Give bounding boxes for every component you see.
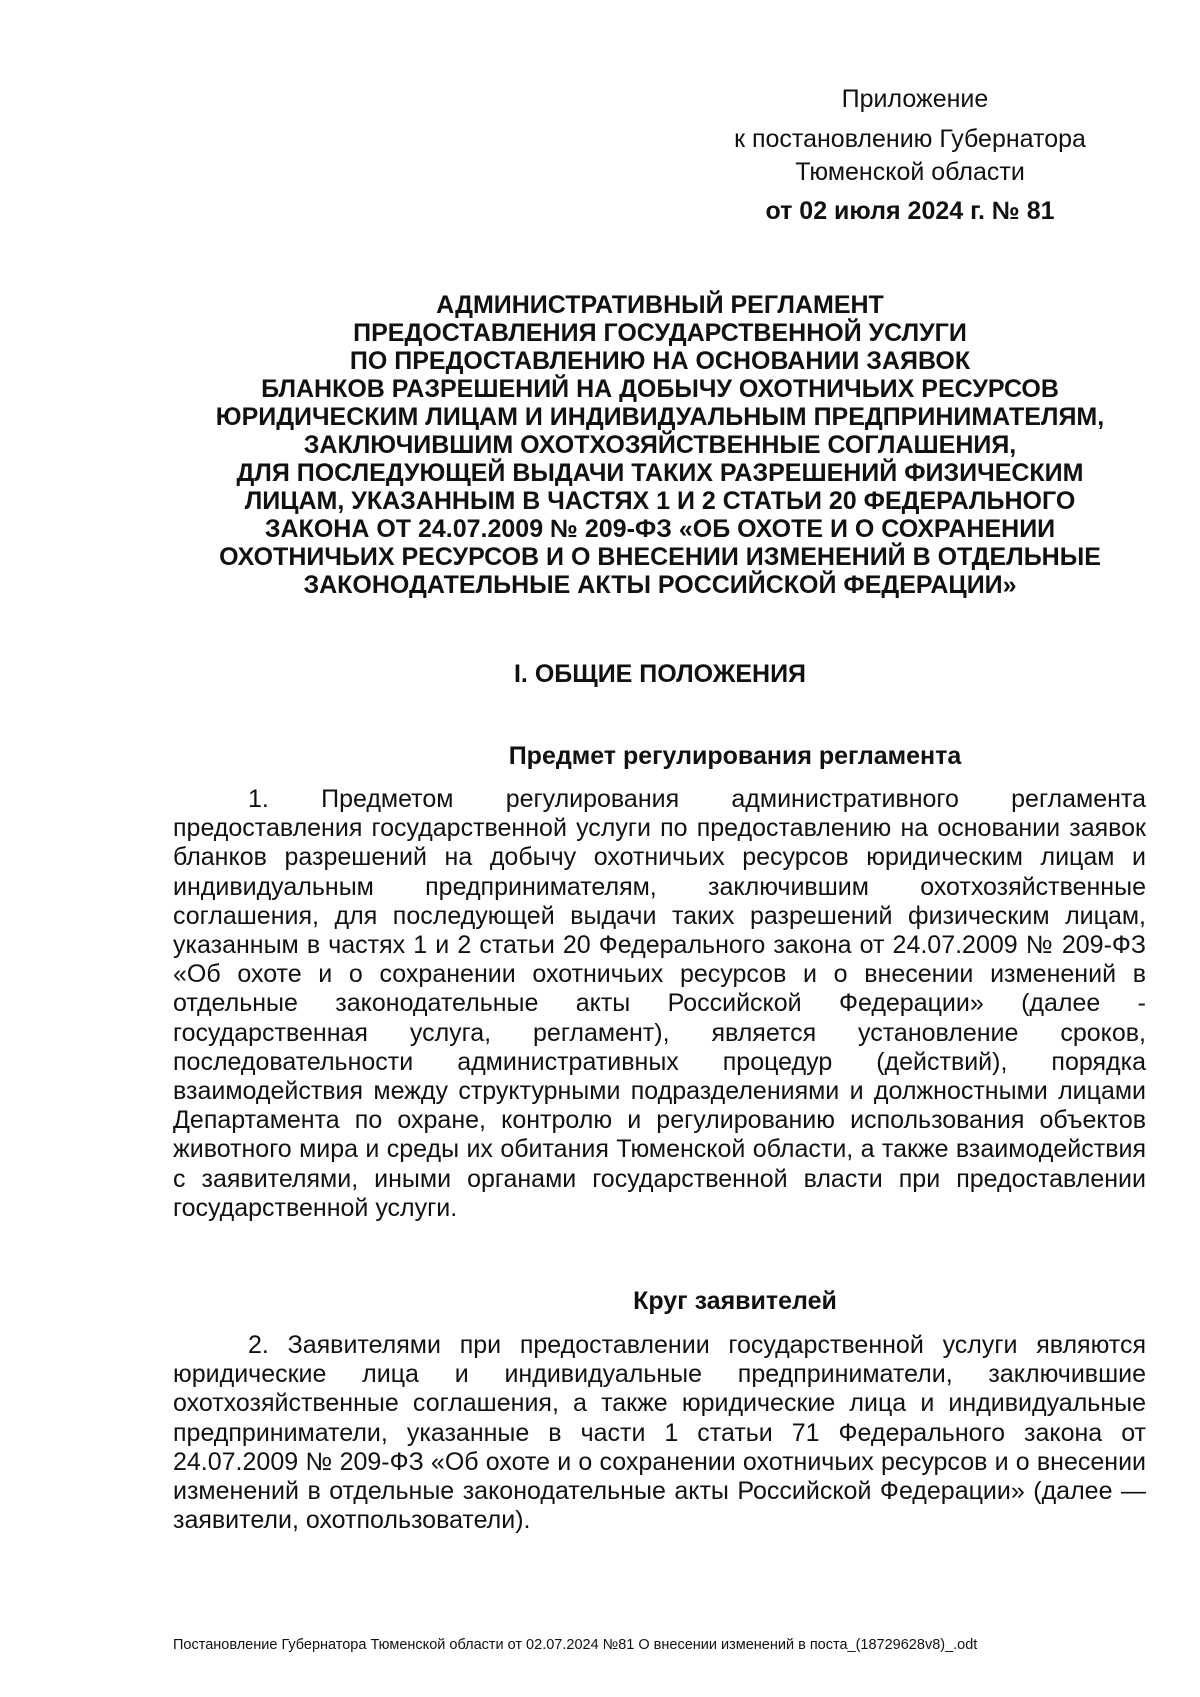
- title-line: ПРЕДОСТАВЛЕНИЯ ГОСУДАРСТВЕННОЙ УСЛУГИ: [353, 319, 967, 347]
- appendix-region: Тюменской области: [795, 158, 1025, 186]
- title-line: ЗАКОНОДАТЕЛЬНЫЕ АКТЫ РОССИЙСКОЙ ФЕДЕРАЦИИ»: [303, 571, 1017, 599]
- paragraph-1: 1. Предметом регулирования административного регламента предоставления государственной услуги по предоставлению на основании заявок бланков разрешений на добычу охотничьих ресурсов юридическим лицам и индивидуальным предпринимателям, заключившим охотхозяйственные соглашения, для последующей выдачи таких разрешений физическим лицам, указанным в частях 1 и 2 статьи 20 Федерального закона от 24.07.2009 № 209-ФЗ «Об охоте и о сохранении охотничьих ресурсов и о внесении изменений в отдельные законодательные акты Российской Федерации» (далее - государственная услуга, регламент), является установление сроков, последовательности административных процедур (действий), порядка взаимодействия между структурными подразделениями и должностными лицами Департамента по охране, контролю и регулированию использования объектов животного мира и среды их обитания Тюменской области, а также взаимодействия с заявителями, иными органами государственной власти при предоставлении государственной услуги.: [173, 785, 1146, 1222]
- appendix-date-number: от 02 июля 2024 г. № 81: [765, 197, 1055, 225]
- subsection-heading-subject: Предмет регулирования регламента: [508, 742, 962, 770]
- title-line: БЛАНКОВ РАЗРЕШЕНИЙ НА ДОБЫЧУ ОХОТНИЧЬИХ РЕСУРСОВ: [261, 375, 1059, 403]
- section-heading-general: I. ОБЩИЕ ПОЛОЖЕНИЯ: [513, 660, 807, 688]
- page-footer: Постановление Губернатора Тюменской области от 02.07.2024 №81 О внесении изменений в поста_(18729628v8)_.odt: [173, 1637, 978, 1653]
- title-line: ОХОТНИЧЬИХ РЕСУРСОВ И О ВНЕСЕНИИ ИЗМЕНЕНИЙ В ОТДЕЛЬНЫЕ: [219, 543, 1101, 571]
- paragraph-2: 2. Заявителями при предоставлении государственной услуги являются юридические лица и индивидуальные предприниматели, заключившие охотхозяйственные соглашения, а также юридические лица и индивидуальные предприниматели, указанные в части 1 статьи 71 Федерального закона от 24.07.2009 № 209-ФЗ «Об охоте и о сохранении охотничьих ресурсов и о внесении изменений в отдельные законодательные акты Российской Федерации» (далее — заявители, охотпользователи).: [173, 1331, 1146, 1535]
- title-line: АДМИНИСТРАТИВНЫЙ РЕГЛАМЕНТ: [436, 291, 884, 319]
- appendix-label: Приложение: [841, 85, 989, 113]
- document-title: [170, 291, 1150, 599]
- subsection-heading-applicants: Круг заявителей: [633, 1287, 837, 1315]
- title-line: ЮРИДИЧЕСКИМ ЛИЦАМ И ИНДИВИДУАЛЬНЫМ ПРЕДПРИНИМАТЕЛЯМ,: [215, 403, 1105, 431]
- title-line: ПО ПРЕДОСТАВЛЕНИЮ НА ОСНОВАНИИ ЗАЯВОК: [349, 347, 971, 375]
- title-line: ЛИЦАМ, УКАЗАННЫМ В ЧАСТЯХ 1 И 2 СТАТЬИ 20 ФЕДЕРАЛЬНОГО: [244, 487, 1076, 515]
- title-line: ДЛЯ ПОСЛЕДУЮЩЕЙ ВЫДАЧИ ТАКИХ РАЗРЕШЕНИЙ ФИЗИЧЕСКИМ: [236, 459, 1084, 487]
- title-line: ЗАКОНА ОТ 24.07.2009 № 209-ФЗ «ОБ ОХОТЕ И О СОХРАНЕНИИ: [264, 515, 1056, 543]
- title-line: ЗАКЛЮЧИВШИМ ОХОТХОЗЯЙСТВЕННЫЕ СОГЛАШЕНИЯ,: [303, 431, 1017, 459]
- appendix-reference: к постановлению Губернатора: [734, 125, 1086, 153]
